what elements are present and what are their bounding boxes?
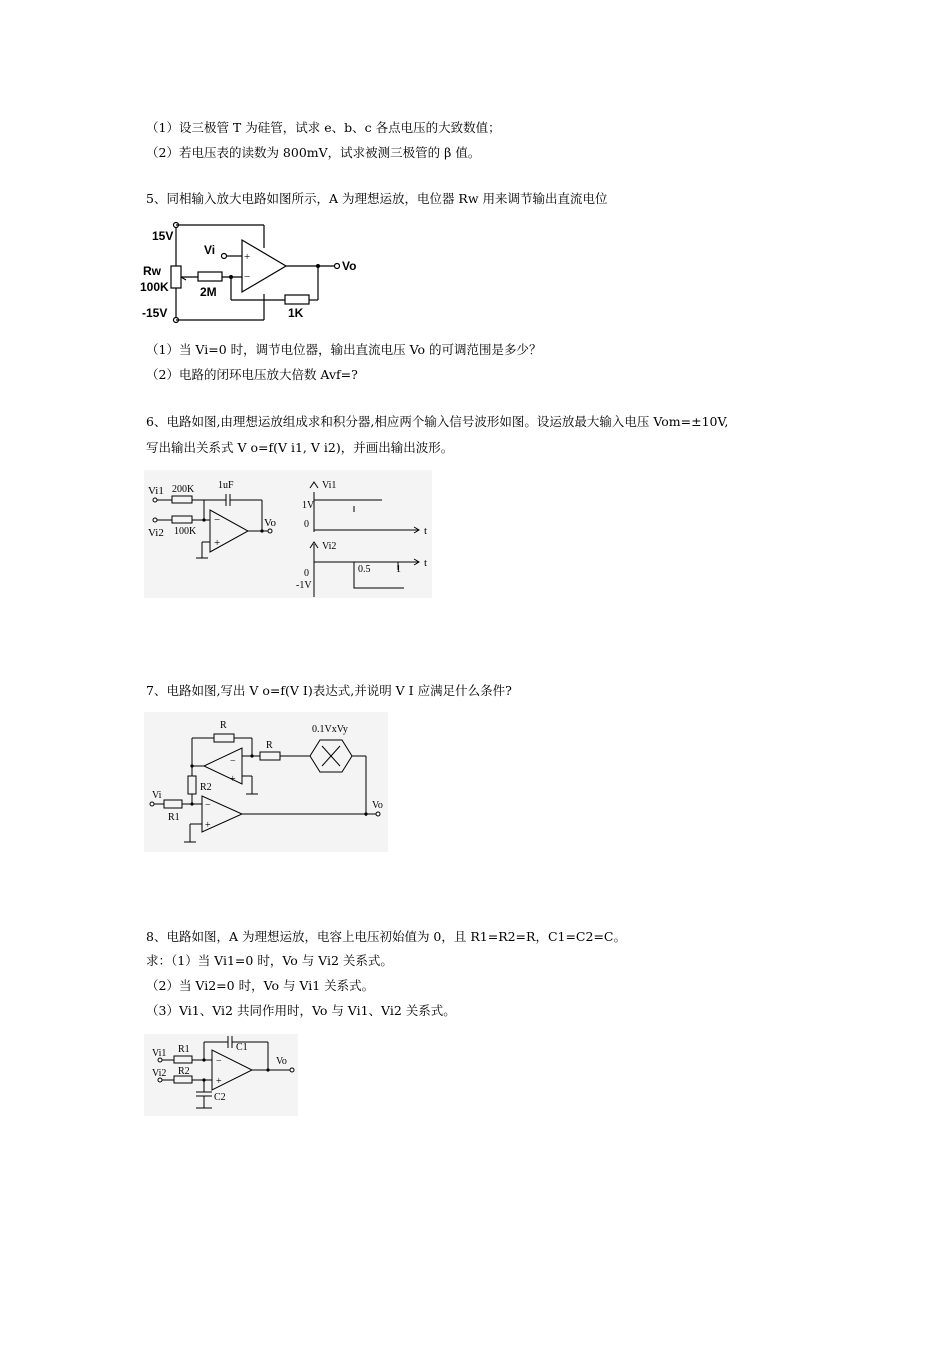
problem8-circuit-diagram <box>144 1034 298 1116</box>
problem7-circuit-diagram <box>144 712 388 852</box>
problem7-title: 7、电路如图,写出 V o=f(V I)表达式,并说明 V I 应满足什么条件? <box>146 683 512 698</box>
vi1-label: Vi1 <box>148 485 164 497</box>
resistor-100k-label: 100K <box>174 526 197 537</box>
waveform2-label: Vi2 <box>322 541 337 552</box>
problem5-title: 5、同相输入放大电路如图所示，A 为理想运放，电位器 Rw 用来调节输出直流电位 <box>146 191 608 206</box>
resistor-1k-label: 1K <box>288 306 304 320</box>
vo-label: Vo <box>276 1056 287 1067</box>
time-tick-1-label: 1 <box>396 564 401 575</box>
time-tick-05-label: 0.5 <box>358 564 371 575</box>
bottom-plus-sign: + <box>205 820 211 831</box>
vo-label: Vo <box>372 800 383 811</box>
vi2-label: Vi2 <box>152 1068 167 1079</box>
minus-supply-label: -15V <box>142 306 168 320</box>
time-axis-label-2: t <box>424 557 428 569</box>
waveform2-zero-label: 0 <box>304 568 309 579</box>
resistor-r2-label: R2 <box>200 782 212 793</box>
capacitor-c2-label: C2 <box>214 1092 226 1103</box>
problem6-circuit-and-waveforms <box>144 470 432 598</box>
vi-label: Vi <box>152 790 162 801</box>
problem8-question-1: 求：（1）当 Vi1=0 时，Vo 与 Vi2 关系式。 <box>146 953 393 968</box>
top-minus-sign: − <box>230 756 236 767</box>
plus-supply-label: 15V <box>152 229 174 243</box>
problem5-circuit-diagram <box>140 218 362 326</box>
top-plus-sign: + <box>230 774 236 785</box>
capacitor-1uf-label: 1uF <box>218 480 234 491</box>
waveform1-level-label: 1V <box>302 500 315 511</box>
minus-input-sign: − <box>214 514 221 526</box>
problem6-line-2: 写出输出关系式 V o=f(V i1, V i2)，并画出输出波形。 <box>146 440 454 455</box>
waveform2-level-label: -1V <box>296 580 312 591</box>
vo-label: Vo <box>342 259 357 273</box>
rw-value-label: 100K <box>140 280 169 294</box>
capacitor-c1-label: C1 <box>236 1042 248 1053</box>
resistor-200k-label: 200K <box>172 484 195 495</box>
vi-label: Vi <box>204 243 216 257</box>
waveform1-label: Vi1 <box>322 480 337 491</box>
resistor-r1-label: R1 <box>178 1044 190 1055</box>
problem6-line-1: 6、电路如图,由理想运放组成求和积分器,相应两个输入信号波形如图。设运放最大输入电压 Vom=±10V, <box>146 414 729 429</box>
time-axis-label-1: t <box>424 525 428 537</box>
multiplier-label: 0.1VxVy <box>312 724 348 735</box>
plus-input-sign: + <box>244 251 251 263</box>
problem5-question-1: （1）当 Vi=0 时，调节电位器，输出直流电压 Vo 的可调范围是多少？ <box>146 342 542 357</box>
prev-question-2: （2）若电压表的读数为 800mV，试求被测三极管的 β 值。 <box>146 145 481 160</box>
resistor-r1-label: R1 <box>168 812 180 823</box>
plus-input-sign: + <box>214 537 221 549</box>
plus-input-sign: + <box>216 1076 222 1087</box>
resistor-r2-label: R2 <box>178 1066 190 1077</box>
minus-input-sign: − <box>244 271 251 283</box>
resistor-r-mid-label: R <box>266 740 273 751</box>
vi1-label: Vi1 <box>152 1048 167 1059</box>
resistor-r-top-label: R <box>220 720 227 731</box>
rw-label: Rw <box>143 264 161 278</box>
vo-label: Vo <box>264 517 277 529</box>
vi2-label: Vi2 <box>148 527 164 539</box>
problem8-question-3: （3）Vi1、Vi2 共同作用时，Vo 与 Vi1、Vi2 关系式。 <box>146 1003 456 1018</box>
waveform1-zero-label: 0 <box>304 519 309 530</box>
problem5-question-2: （2）电路的闭环电压放大倍数 Avf=? <box>146 367 358 382</box>
prev-question-1: （1）设三极管 T 为硅管，试求 e、b、c 各点电压的大致数值； <box>146 120 501 135</box>
problem8-title: 8、电路如图，A 为理想运放，电容上电压初始值为 0，且 R1=R2=R，C1=C2=C。 <box>146 929 626 944</box>
resistor-2m-label: 2M <box>200 285 217 299</box>
problem8-question-2: （2）当 Vi2=0 时，Vo 与 Vi1 关系式。 <box>146 978 375 993</box>
minus-input-sign: − <box>216 1056 222 1067</box>
bottom-minus-sign: − <box>205 800 211 811</box>
